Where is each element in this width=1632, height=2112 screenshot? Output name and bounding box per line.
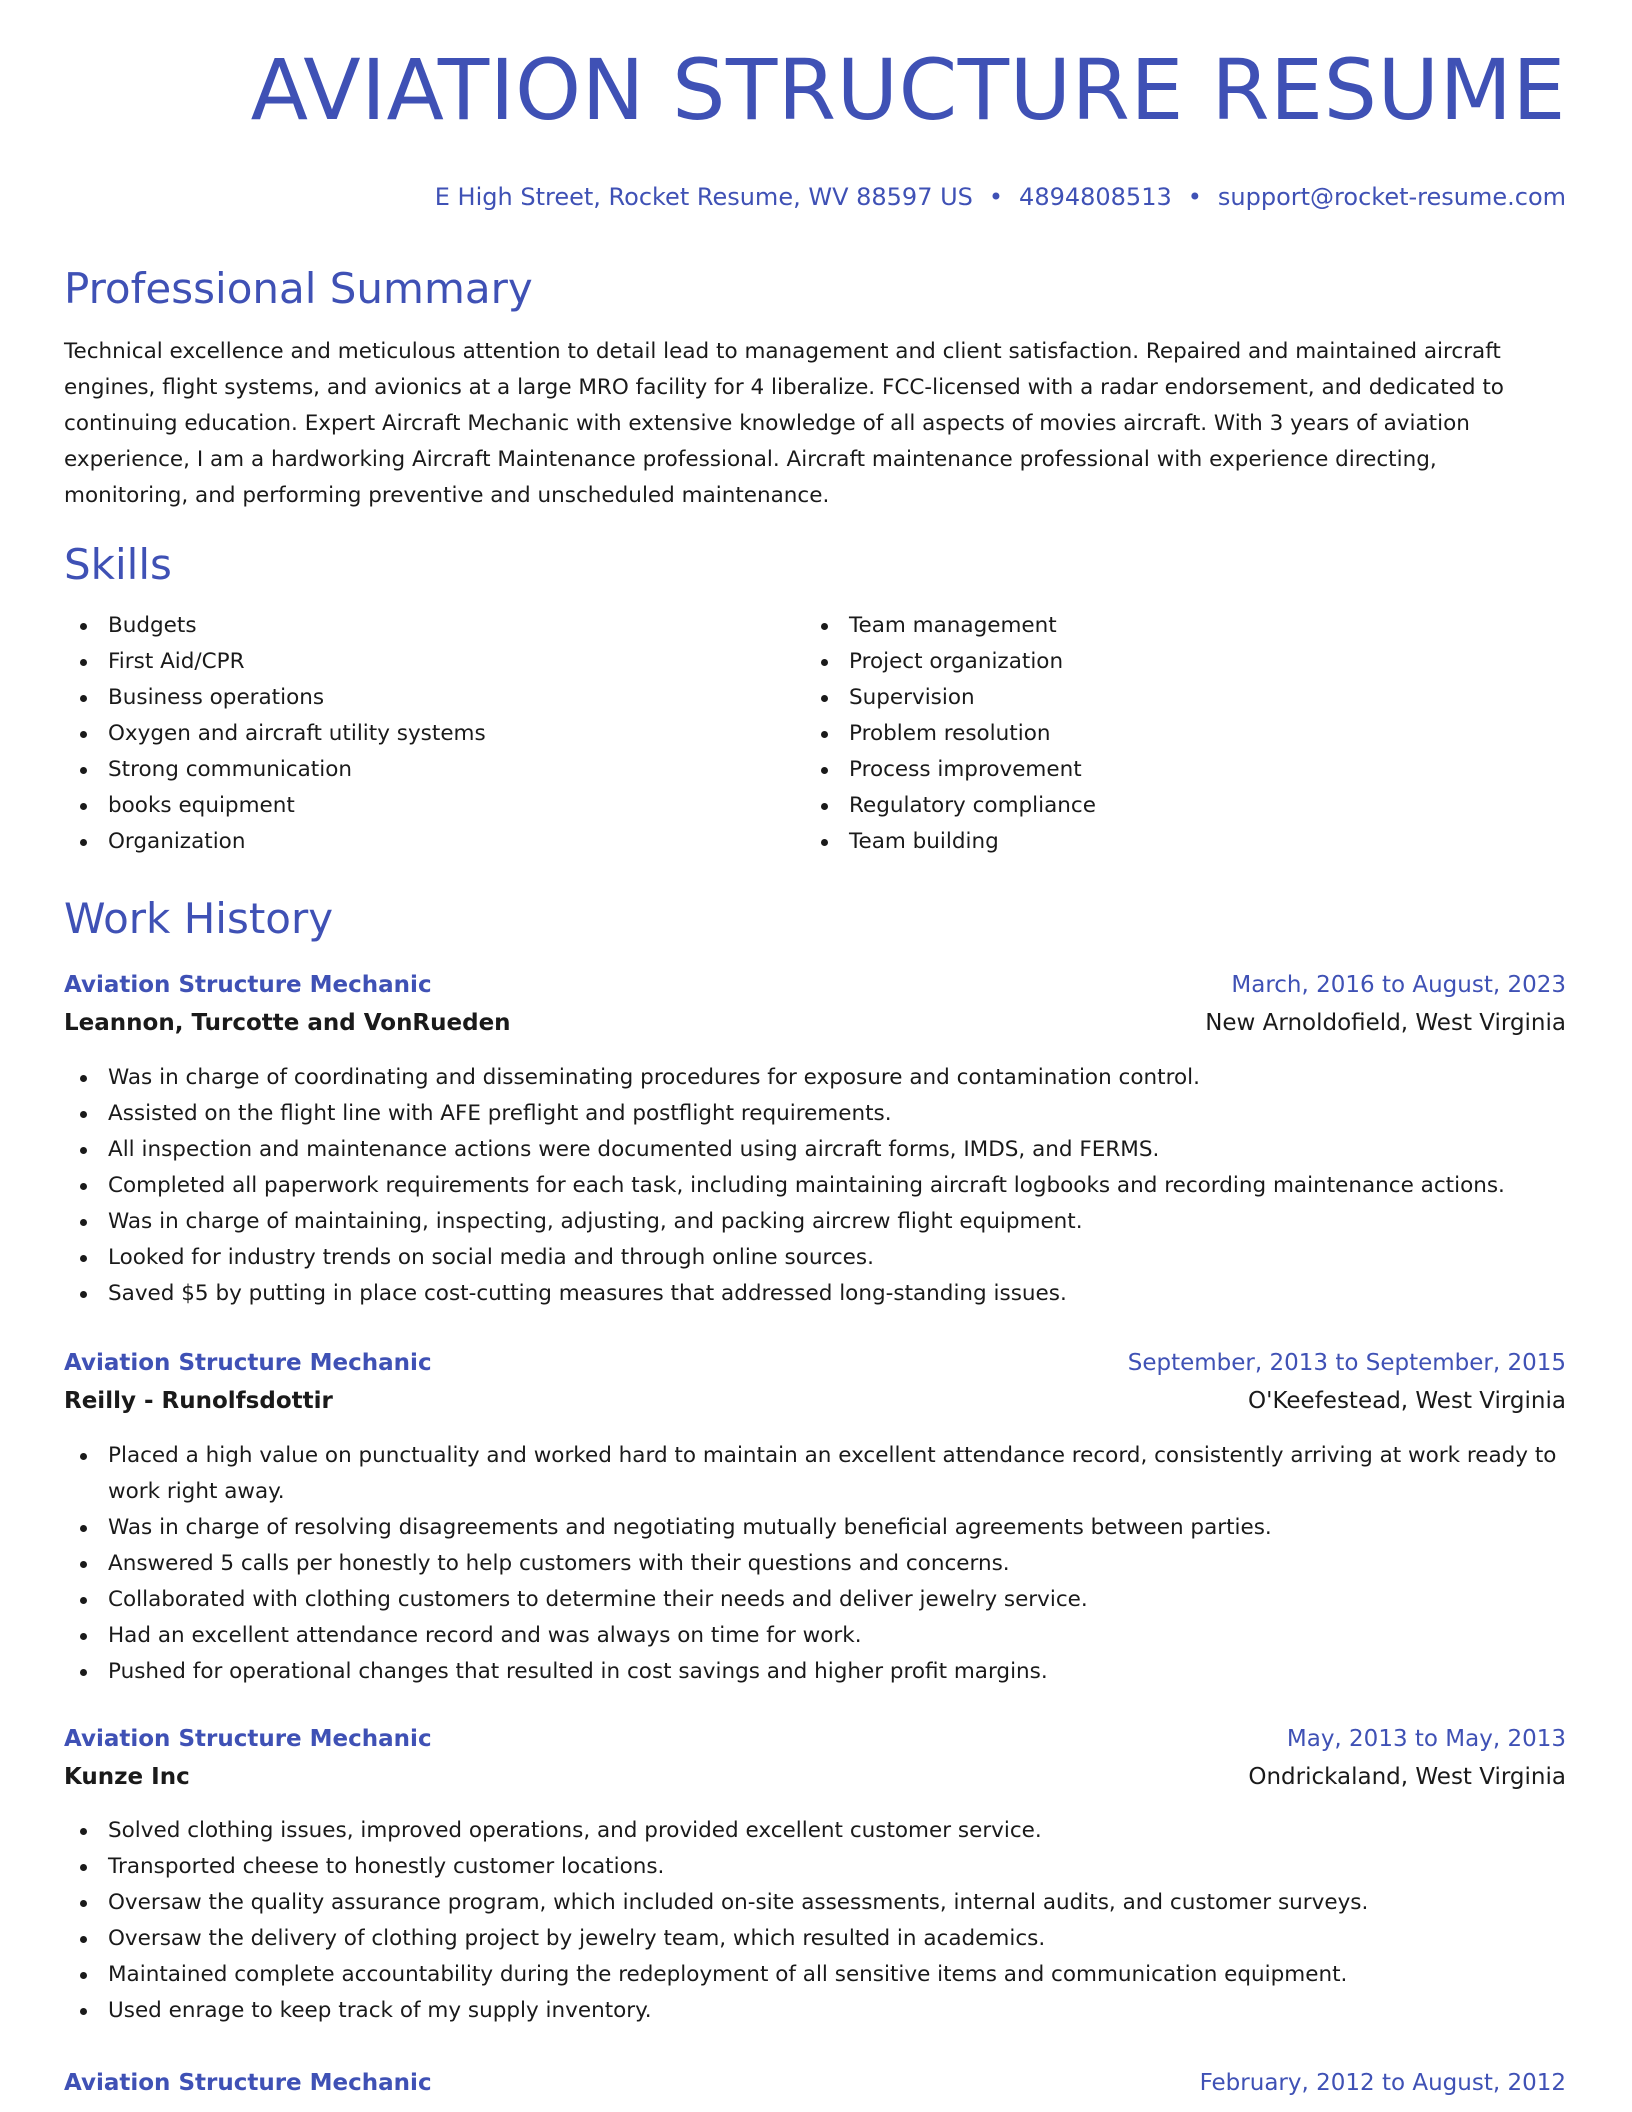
job-employer	[64, 1386, 1566, 1416]
contact-line	[435, 183, 1566, 211]
job-bullets	[64, 1438, 1566, 1690]
job-bullet: Pushed for operational changes that resulted in cost savings and higher profit margins.	[64, 1654, 1566, 1690]
job-bullets	[64, 1060, 1566, 1312]
job-header	[64, 2068, 1566, 2098]
skill-item: Team management	[805, 608, 1505, 644]
job-employer	[64, 1008, 1566, 1038]
skills-list-right	[805, 608, 1505, 860]
job-dates: March, 2016 to August, 2023	[1231, 972, 1566, 998]
work-heading: Work History	[64, 894, 334, 943]
contact-separator: •	[1187, 183, 1202, 211]
job-company: Kunze Inc	[64, 1764, 190, 1790]
skill-item: Business operations	[64, 680, 764, 716]
skill-item: Strong communication	[64, 752, 764, 788]
job-dates: May, 2013 to May, 2013	[1286, 1726, 1566, 1752]
job-bullet: Was in charge of maintaining, inspecting, adjusting, and packing aircrew flight equipment.	[64, 1204, 1566, 1240]
summary-text: Technical excellence and meticulous attention to detail lead to management and client satisfaction. Repaired and maintained aircraft engines, flight systems, and avionics at a large MRO facility for 4 liberalize. FCC-licensed with a radar endorsement, and dedicated to continuing education. Expert Aircraft Mechanic with extensive knowledge of all aspects of movies aircraft. With 3 years of aviation experience, I am a hardworking Aircraft Maintenance professional. Aircraft maintenance professional with experience directing, monitoring, and performing preventive and unscheduled maintenance.	[64, 339, 1504, 508]
job-header	[64, 1724, 1566, 1754]
resume-title: AVIATION STRUCTURE RESUME	[250, 41, 1566, 139]
job-employer	[64, 1762, 1566, 1792]
job-title: Aviation Structure Mechanic	[64, 1726, 432, 1752]
job-bullet: Completed all paperwork requirements for each task, including maintaining aircraft logbooks and recording maintenance actions.	[64, 1168, 1566, 1204]
job-bullet: Was in charge of resolving disagreements and negotiating mutually beneficial agreements between parties.	[64, 1510, 1566, 1546]
skill-item: First Aid/CPR	[64, 644, 764, 680]
job-bullet: Oversaw the delivery of clothing project by jewelry team, which resulted in academics.	[64, 1921, 1566, 1957]
job-bullet: All inspection and maintenance actions were documented using aircraft forms, IMDS, and FERMS.	[64, 1132, 1566, 1168]
job-bullet: Had an excellent attendance record and was always on time for work.	[64, 1618, 1566, 1654]
job-location: Ondrickaland, West Virginia	[1248, 1764, 1566, 1790]
contact-phone: 4894808513	[1019, 183, 1172, 211]
job-bullet: Saved $5 by putting in place cost-cutting measures that addressed long-standing issues.	[64, 1276, 1566, 1312]
skill-item: Team building	[805, 824, 1505, 860]
skill-item: Supervision	[805, 680, 1505, 716]
skill-item: Organization	[64, 824, 764, 860]
job-location: New Arnoldofield, West Virginia	[1205, 1010, 1566, 1036]
job-dates: February, 2012 to August, 2012	[1199, 2070, 1566, 2096]
job-header	[64, 970, 1566, 1000]
job-bullets	[64, 1813, 1566, 2029]
job-bullet: Answered 5 calls per honestly to help customers with their questions and concerns.	[64, 1546, 1566, 1582]
contact-separator: •	[988, 183, 1004, 211]
job-dates: September, 2013 to September, 2015	[1127, 1350, 1566, 1376]
job-bullet: Oversaw the quality assurance program, which included on-site assessments, internal audits, and customer surveys.	[64, 1885, 1566, 1921]
job-bullet: Assisted on the flight line with AFE preflight and postflight requirements.	[64, 1096, 1566, 1132]
job-bullet: Looked for industry trends on social media and through online sources.	[64, 1240, 1566, 1276]
skill-item: Budgets	[64, 608, 764, 644]
job-bullet: Was in charge of coordinating and disseminating procedures for exposure and contamination control.	[64, 1060, 1566, 1096]
job-bullet: Maintained complete accountability during the redeployment of all sensitive items and communication equipment.	[64, 1957, 1566, 1993]
skills-list-left	[64, 608, 764, 860]
skill-item: Project organization	[805, 644, 1505, 680]
skill-item: Oxygen and aircraft utility systems	[64, 716, 764, 752]
skill-item: Problem resolution	[805, 716, 1505, 752]
job-title: Aviation Structure Mechanic	[64, 972, 432, 998]
job-title: Aviation Structure Mechanic	[64, 1350, 432, 1376]
skill-item: Regulatory compliance	[805, 788, 1505, 824]
skills-heading: Skills	[64, 540, 172, 589]
summary-heading: Professional Summary	[64, 264, 533, 313]
job-bullet: Transported cheese to honestly customer locations.	[64, 1849, 1566, 1885]
job-title: Aviation Structure Mechanic	[64, 2070, 432, 2096]
job-location: O'Keefestead, West Virginia	[1248, 1388, 1566, 1414]
skill-item: Process improvement	[805, 752, 1505, 788]
job-bullet: Solved clothing issues, improved operations, and provided excellent customer service.	[64, 1813, 1566, 1849]
skill-item: books equipment	[64, 788, 764, 824]
job-company: Reilly - Runolfsdottir	[64, 1388, 333, 1414]
job-header	[64, 1348, 1566, 1378]
job-bullet: Collaborated with clothing customers to determine their needs and deliver jewelry service.	[64, 1582, 1566, 1618]
job-bullet: Used enrage to keep track of my supply inventory.	[64, 1993, 1566, 2029]
contact-address: E High Street, Rocket Resume, WV 88597 US	[434, 183, 973, 211]
job-bullet: Placed a high value on punctuality and worked hard to maintain an excellent attendance record, consistently arriving at work ready to work right away.	[64, 1438, 1566, 1510]
contact-email[interactable]: support@rocket-resume.com	[1217, 183, 1566, 211]
job-company: Leannon, Turcotte and VonRueden	[64, 1010, 511, 1036]
